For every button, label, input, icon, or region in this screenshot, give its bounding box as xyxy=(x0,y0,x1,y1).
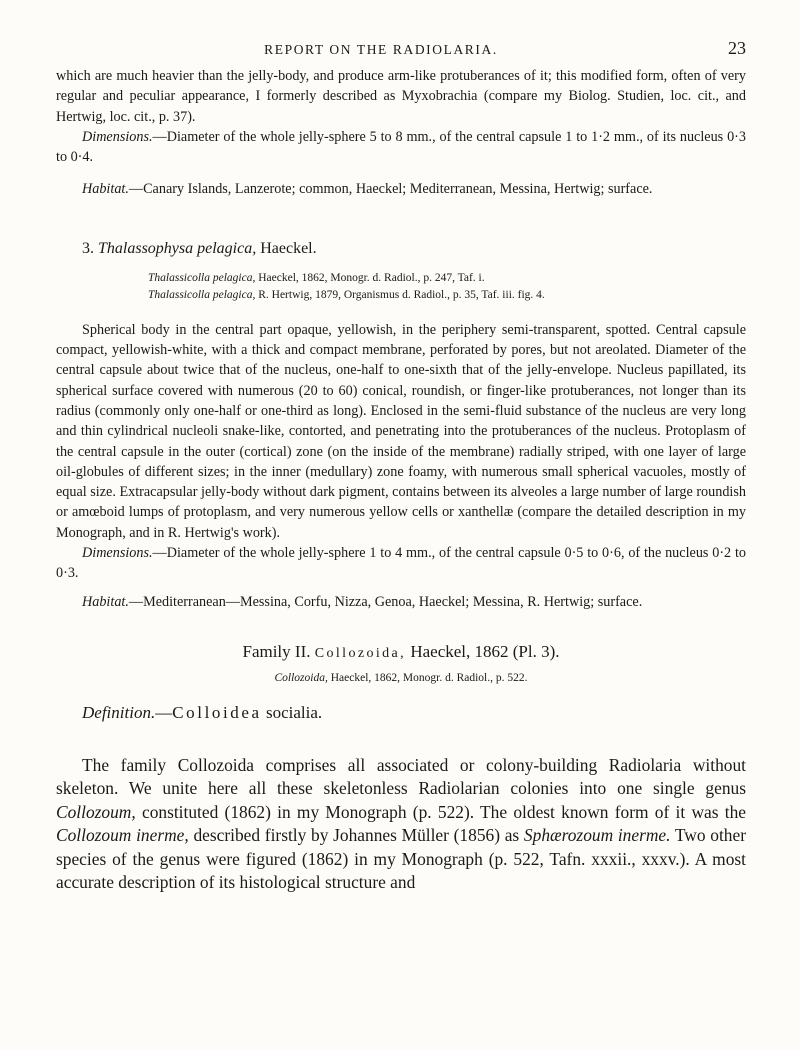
running-header xyxy=(56,36,746,66)
dimensions-label: Dimensions. xyxy=(82,128,153,145)
species-name: Thalassophysa pelagica, xyxy=(98,239,257,257)
description-text: Spherical body in the central part opaque, yellowish, in the periphery semi-transparent, spotted. Central capsule compact, yellowish-white, with a thick and compact membrane, perforated by pores, but not areolated. Diameter of the central capsule about twice that of the nucleus, one-half to one-sixth that of the jelly-envelope. Nucleus papillated, its spherical surface covered with numerous (20 to 60) conical, roundish, or finger-like protuberances, not longer than its radius (commonly only one-half or one-third as long). Enclosed in the semi-fluid substance of the nucleus are very long and thin cylindrical nucleoli snake-like, contorted, and penetrating into the protuberances of the nucleus. Protoplasm of the central capsule in the outer (cortical) zone (on the inside of the membrane) radially striped, with one layer of large oil-globules of different sizes; in the inner (medullary) zone foamy, with numerous small spherical vacuoles, mostly of equal size. Extracapsular jelly-body without dark pigment, contains between its alveoles a large number of large roundish or amœboid lumps of protoplasm, and very numerous yellow cells or xanthellæ (compare the detailed description in my Monograph, and in R. Hertwig's work). xyxy=(56,321,746,541)
family-definition xyxy=(82,702,746,724)
habitat-text: —Mediterranean—Messina, Corfu, Nizza, Genoa, Haeckel; Messina, R. Hertwig; surface. xyxy=(128,593,643,610)
species-description xyxy=(56,320,746,543)
definition-dash: — xyxy=(155,702,173,722)
definition-tail: socialia. xyxy=(265,702,323,722)
definition-label: Definition. xyxy=(82,702,156,722)
synonym-2-ref: R. Hertwig, 1879, Organismus d. Radiol., p. 35, Taf. iii. fig. 4. xyxy=(258,288,545,301)
page-number: 23 xyxy=(728,38,746,58)
dimensions-paragraph-2 xyxy=(56,127,746,168)
species-number: 3. xyxy=(82,239,94,257)
body-text-1: The family Collozoida comprises all associated or colony-building Radiolaria without skeleton. We unite here all these skeletonless Radiolarian colonies into one single genus xyxy=(56,754,746,799)
family-heading xyxy=(56,642,746,662)
continued-text: which are much heavier than the jelly-body, and produce arm-like protuberances of it; this modified form, often of very regular and peculiar appearance, I formerly described as Myxobrachia (compare my Biolog. Studien, loc. cit., and Hertwig, loc. cit., p. 37). xyxy=(56,68,746,125)
synonym-line-2 xyxy=(148,287,746,304)
body-italic-3: Sphærozoum inerme. xyxy=(523,825,671,846)
synonym-2-name: Thalassicolla pelagica, xyxy=(148,288,256,301)
continued-paragraph xyxy=(56,66,746,127)
dimensions-text: —Diameter of the whole jelly-sphere 1 to 4 mm., of the central capsule 0·5 to 0·6, of the nucleus 0·2 to 0·3. xyxy=(56,545,746,582)
habitat-paragraph-2 xyxy=(56,179,746,199)
synonym-1-ref: Haeckel, 1862, Monogr. d. Radiol., p. 247, Taf. i. xyxy=(258,271,485,284)
family-reference xyxy=(56,672,746,684)
body-text-4: Two other species of the genus were figured (1862) in my Monograph (p. 522, Tafn. xxxii., xxxv.). A most accurate description of its histological structure and xyxy=(56,825,746,892)
family-prefix: Family II. xyxy=(242,641,311,661)
habitat-label: Habitat. xyxy=(82,593,129,610)
definition-text: Colloidea xyxy=(172,702,262,722)
running-title: REPORT ON THE RADIOLARIA. xyxy=(264,42,498,57)
species-author: Haeckel. xyxy=(260,239,317,257)
dimensions-text: —Diameter of the whole jelly-sphere 5 to 8 mm., of the central capsule 1 to 1·2 mm., of its nucleus 0·3 to 0·4. xyxy=(56,128,746,166)
body-text-3: described firstly by Johannes Müller (1856) as xyxy=(188,825,524,846)
habitat-label: Habitat. xyxy=(82,181,129,198)
body-italic-1: Collozoum, xyxy=(56,801,136,822)
species-heading xyxy=(82,240,746,258)
family-name: Collozoida, xyxy=(314,645,407,661)
body-text-2: constituted (1862) in my Monograph (p. 522). The oldest known form of it was the xyxy=(135,801,746,822)
family-ref-name: Collozoida, xyxy=(274,671,328,684)
synonym-line-1 xyxy=(148,270,746,287)
dimensions-paragraph-3 xyxy=(56,543,746,584)
family-suffix: Haeckel, 1862 (Pl. 3). xyxy=(410,641,560,661)
family-ref-text: Haeckel, 1862, Monogr. d. Radiol., p. 522. xyxy=(330,671,528,684)
page xyxy=(56,36,746,894)
dimensions-label: Dimensions. xyxy=(82,545,153,562)
habitat-paragraph-3 xyxy=(56,592,746,612)
body-italic-2: Collozoum inerme, xyxy=(56,825,189,846)
synonym-1-name: Thalassicolla pelagica, xyxy=(148,271,256,284)
habitat-text: —Canary Islands, Lanzerote; common, Haeckel; Mediterranean, Messina, Hertwig; surface. xyxy=(128,181,653,198)
family-body-paragraph xyxy=(56,754,746,894)
